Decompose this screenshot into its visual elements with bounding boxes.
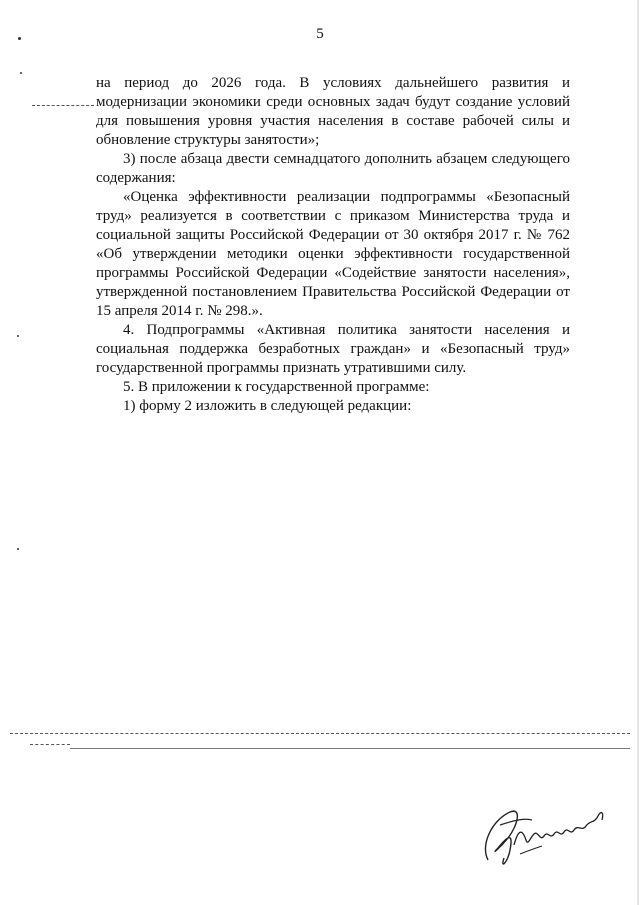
scan-artifact-line	[10, 733, 630, 734]
scan-dot	[20, 72, 22, 74]
scan-artifact-line	[32, 105, 94, 106]
document-body	[96, 74, 570, 416]
scan-dot	[17, 548, 19, 550]
scan-artifact-line	[30, 744, 70, 745]
signature	[470, 790, 620, 880]
paragraph-quote: «Оценка эффективности реализации подпрограммы «Безопасный труд» реализуется в соответствии с приказом Министерства труда и социальной защиты Российской Федерации от 30 октября 2017 г. № 762 «Об утверждении методики оценки эффективности государственной программы Российской Федерации «Содействие занятости населения», утвержденной постановлением Правительства Российской Федерации от 15 апреля 2014 г. № 298.».	[96, 189, 570, 319]
paragraph-continuation: на период до 2026 года. В условиях дальнейшего развития и модернизации экономики среди основных задач будут создание условий для повышения уровня участия населения в составе рабочей силы и обновление структуры занятости»;	[96, 75, 570, 148]
scan-artifact-line	[70, 748, 630, 749]
paragraph-item-3: 3) после абзаца двести семнадцатого дополнить абзацем следующего содержания:	[96, 151, 570, 186]
paragraph-item-5: 5. В приложении к государственной программе:	[123, 379, 430, 395]
page-number: 5	[316, 26, 324, 42]
paragraph-item-5-1: 1) форму 2 изложить в следующей редакции:	[123, 398, 412, 414]
paragraph-item-4: 4. Подпрограммы «Активная политика занятости населения и социальная поддержка безработных граждан» и «Безопасный труд» государственной программы признать утратившими силу.	[96, 322, 570, 376]
scan-dot	[17, 335, 19, 337]
scan-edge	[637, 0, 639, 905]
